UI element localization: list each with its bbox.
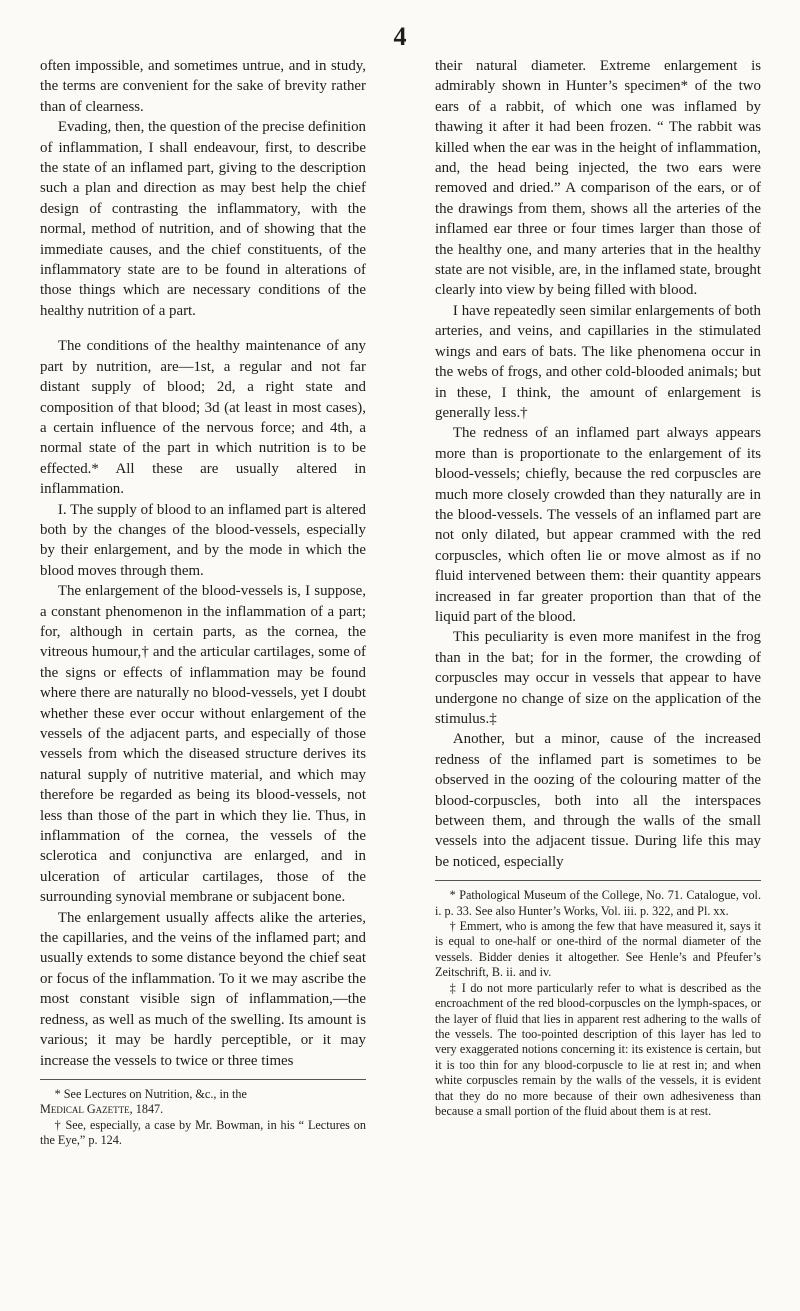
footnote-text: , 1847. [129,1102,164,1117]
paragraph: The conditions of the healthy maintenance of any part by nutrition, are—1st, a regular and not far distant supply of blood; 2d, a right state and composition of that blood; 3d (at least in most cases), a certain influence of the nervous force; and 4th, a normal state of the part in which nutrition is to be effected.* All these are usually altered in inflammation. [40,338,366,498]
footnote: † See, especially, a case by Mr. Bowman, in his “ Lectures on the Eye,” p. 124. [40,1117,366,1148]
paragraph: Evading, then, the question of the precise definition of inflammation, I shall endeavour, first, to describe the state of an inflamed part, giving to the description such a plan and direction as may best help the chief design of contrasting the inflammatory, with the normal, method of nutrition, and of showing that the immediate causes, and the chief constituents, of the inflammatory state are to be found in alterations of those things which are necessary conditions of the healthy nutrition of a part. [40,119,366,319]
left-column [40,56,366,1149]
paragraph: I. The supply of blood to an inflamed part is altered both by the changes of the blood-vessels, especially by their enlargement, and by the mode in which the blood moves through them. [40,501,366,579]
paragraph: The redness of an inflamed part always appears more than is proportionate to the enlargement of its blood-vessels; chiefly, because the red corpuscles are much more closely crowded than they naturally are in the blood-vessels. The vessels of an inflamed part are not only dilated, but appear crammed with the red corpuscles, which often lie or move almost as if no fluid intervened between them: their quantity appears increased in far greater proportion than that of the liquid part of the blood. [435,425,761,625]
footnote: ‡ I do not more particularly refer to what is described as the encroachment of the red blood-corpuscles on the lymph-spaces, or the layer of fluid that lies in apparent rest adhering to the walls of the vessels. The too-pointed description of this layer has led to very exaggerated notions concerning it: its existence is certain, but it is too thin for any blood-corpuscle to lie at rest in; and when white corpuscles remain by the walls of the vessels, it is evident that they do no more because of their own adhesiveness than because a small portion of the fluid about them is at rest. [435,980,761,1118]
paragraph: often impossible, and sometimes untrue, and in study, the terms are convenient for the sake of brevity rather than of clearness. [40,58,366,115]
footnote: † Emmert, who is among the few that have measured it, says it is equal to one-half or one-third of the normal diameter of the vessels. Bidder denies it altogether. See Henle’s and Pfeufer’s Zeitschrift, B. ii. and iv. [435,919,761,980]
footnote-divider [40,1079,366,1080]
paragraph: This peculiarity is even more manifest in the frog than in the bat; for in the former, the crowding of corpuscles may occur in vessels that appear to have undergone no change of size on the application of the stimulus.‡ [435,629,761,727]
journal-name: Medical Gazette [40,1102,130,1117]
footnote-divider [435,880,761,881]
paragraph: Another, but a minor, cause of the increased redness of the inflamed part is sometimes to be observed in the oozing of the colouring matter of the blood-corpuscles, both into all the interspaces between them, and through the walls of the small vessels into the adjacent tissue. During life this may be noticed, especially [435,731,761,870]
paragraph: The enlargement of the blood-vessels is, I suppose, a constant phenomenon in the inflammation of a part; for, although in certain parts, as the cornea, the vitreous humour,† and the articular cartilages, some of the signs or effects of inflammation may be found where there are naturally no blood-vessels, yet I doubt whether these ever occur without enlargement of the vessels of the adjacent parts, and especially of those vessels from which the diseased structure derives its natural supply of nutritive material, and which may therefore be regarded as being its blood-vessels, not less than those of the part in which they lie. Thus, in inflammation of the cornea, the vessels of the sclerotica and conjunctiva are enlarged, and in ulceration of articular cartilages, those of the surrounding synovial membrane or subjacent bone. [40,583,366,906]
paragraph: their natural diameter. Extreme enlargement is admirably shown in Hunter’s specimen* of the two ears of a rabbit, of which one was inflamed by thawing it after it had been frozen. “ The rabbit was killed when the ear was in the height of inflammation, and, the head being injected, the two ears were removed and dried.” A comparison of the ears, or of the drawings from them, shows all the arteries of the inflamed ear three or four times larger than those of the healthy one, and many arteries that in the healthy state are not visible, are, in the inflamed state, brought clearly into view by being filled with blood. [435,58,761,299]
footnotes [435,888,761,1119]
paragraph: The enlargement usually affects alike the arteries, the capillaries, and the veins of the inflamed part; and usually extends to some distance beyond the chief seat or focus of the inflammation. To it we may ascribe the most constant visible sign of inflammation,—the redness, as well as much of the swelling. Its amount is various; it may be hardly perceptible, or it may increase the vessels to twice or three times [40,909,366,1069]
paragraph: I have repeatedly seen similar enlargements of both arteries, and veins, and capillaries in the stimulated wings and ears of bats. The like phenomena occur in the webs of frogs, and other cold-blooded animals; but in these, I think, the amount of enlargement is generally less.† [435,302,761,421]
right-column [435,56,761,1119]
footnotes [40,1087,366,1149]
footnote-text: * See Lectures on Nutrition, &c., in the [54,1086,247,1101]
page-number: 4 [393,22,407,51]
footnote: * Pathological Museum of the College, No. 71. Catalogue, vol. i. p. 33. See also Hunter’s Works, Vol. iii. p. 322, and Pl. xx. [435,888,761,918]
footnote [40,1087,366,1118]
